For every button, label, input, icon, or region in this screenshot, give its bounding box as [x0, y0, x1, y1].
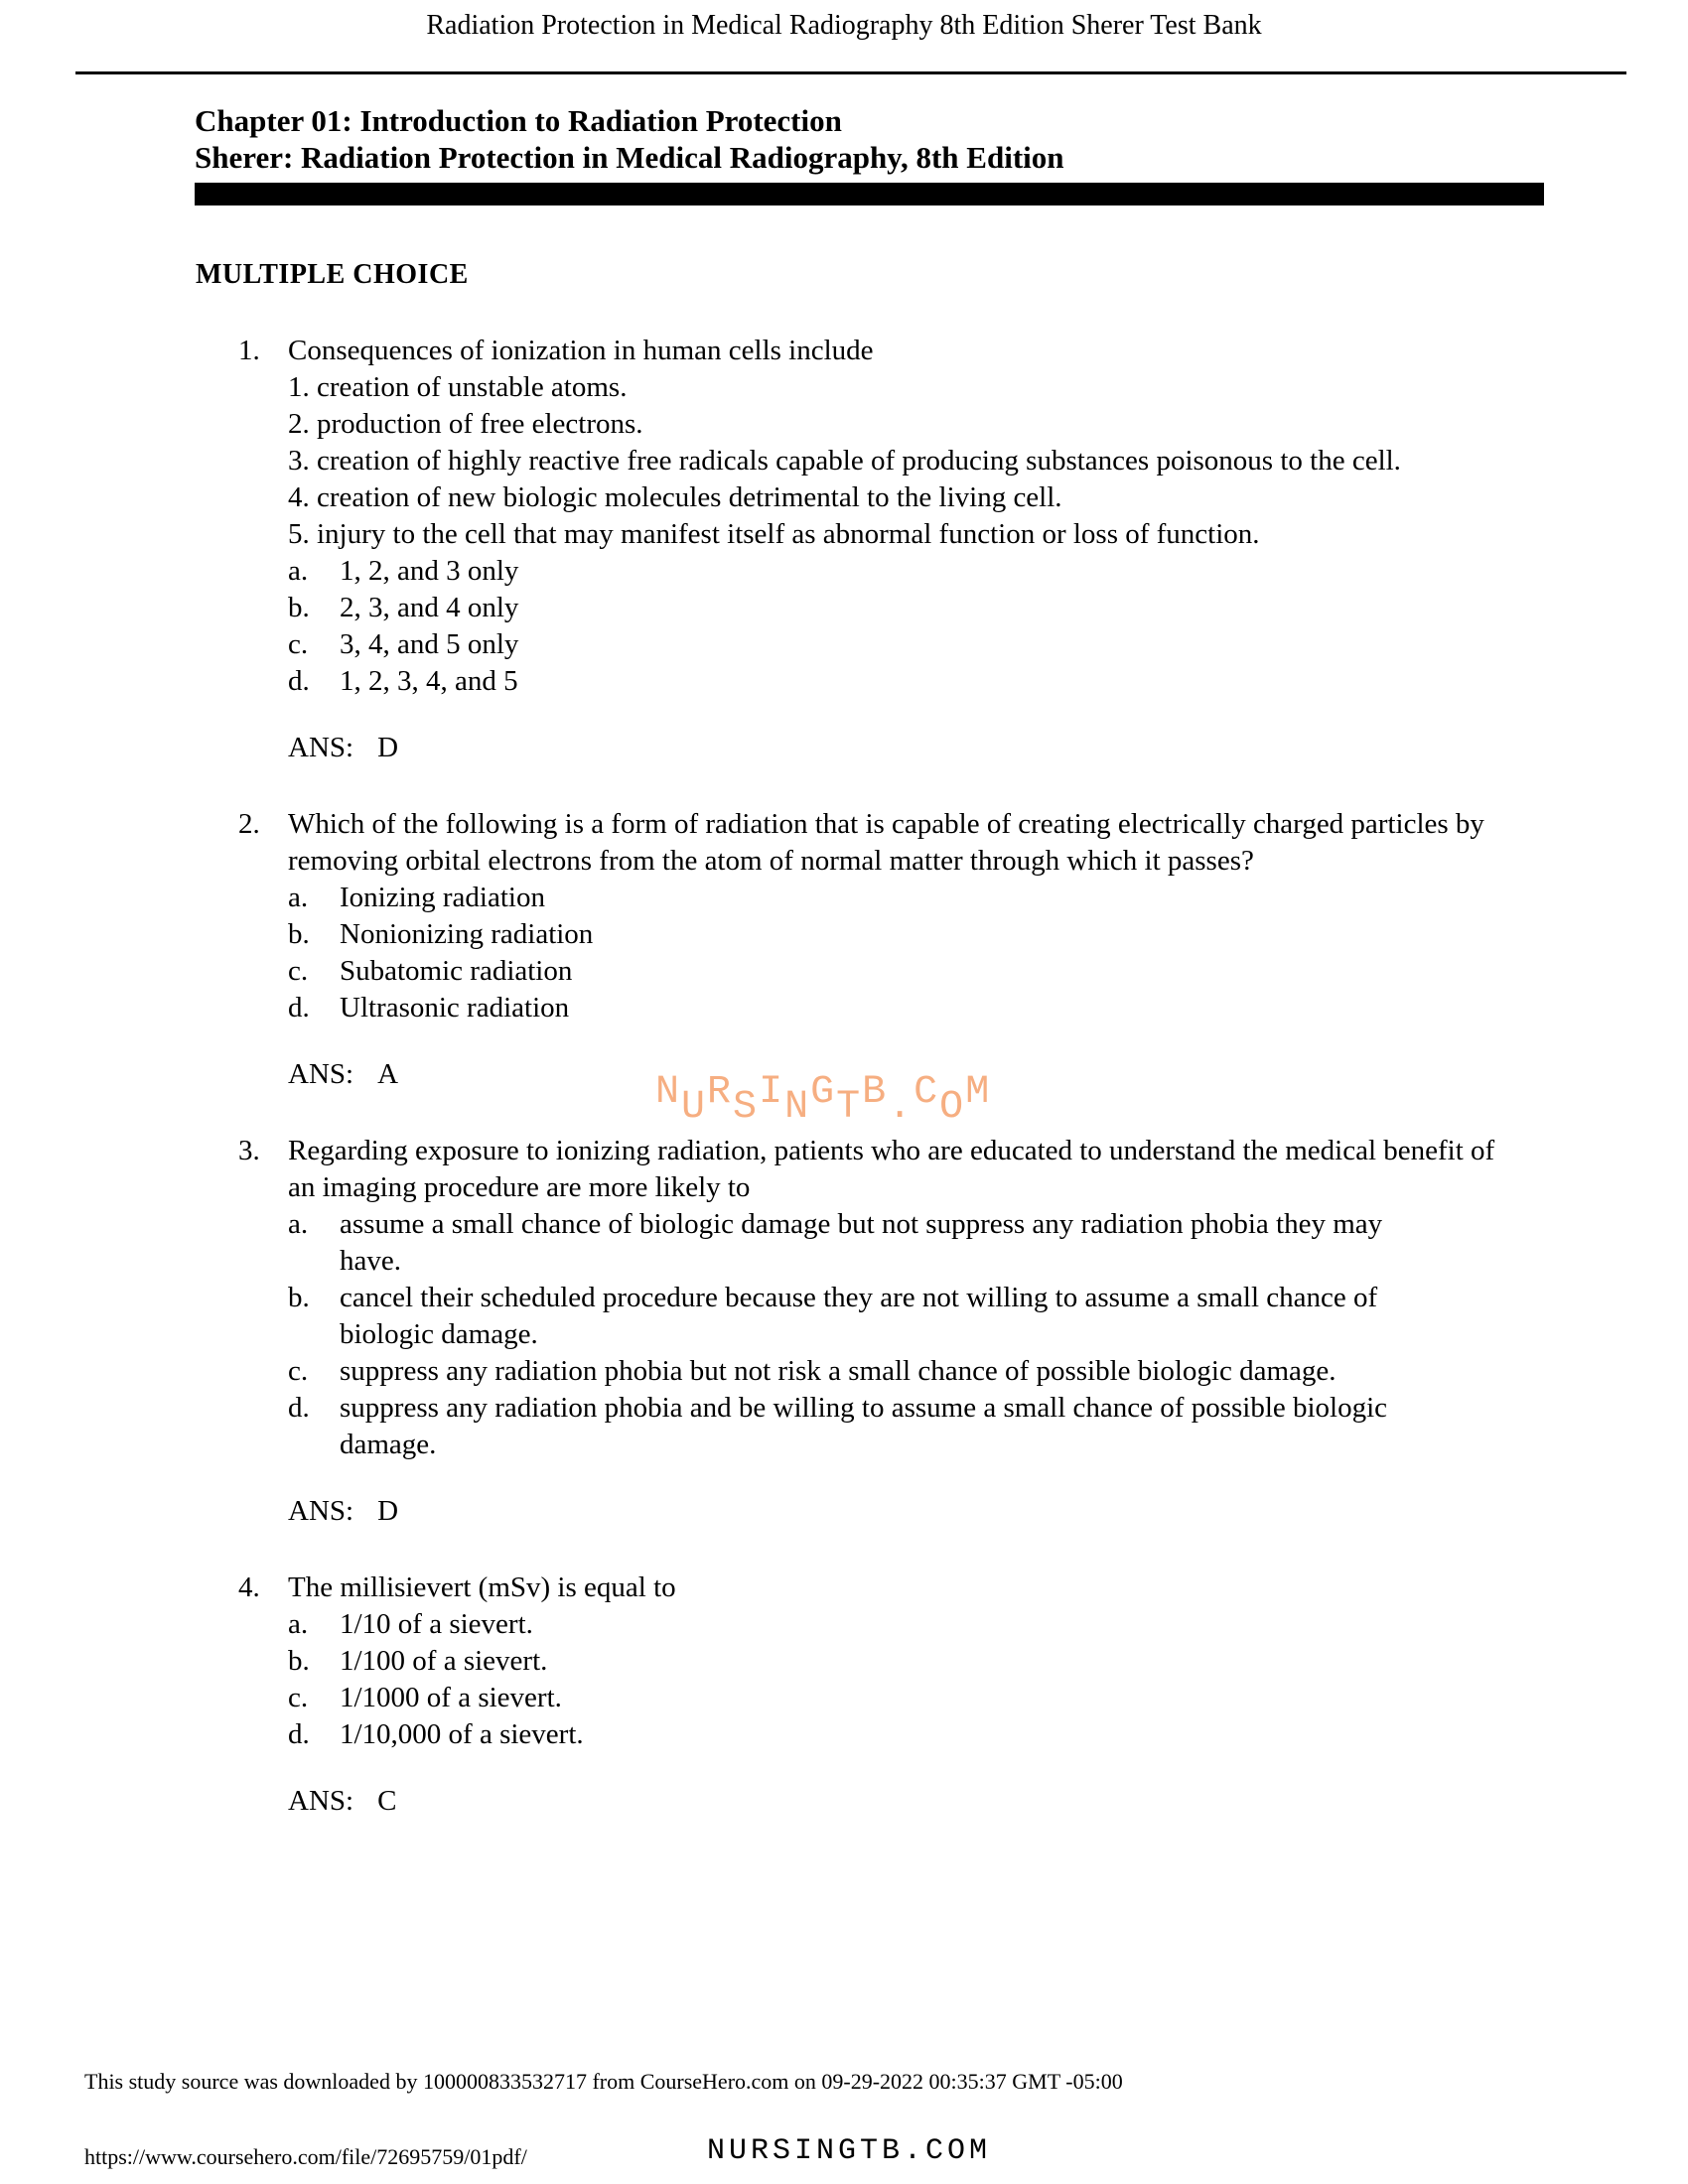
chapter-title-line2: Sherer: Radiation Protection in Medical Radiography, 8th Edition [195, 140, 1064, 175]
answer-options [288, 880, 1519, 1026]
question-number: 3. [238, 1135, 260, 1166]
option-row [288, 990, 1519, 1026]
option-letter: c. [288, 1682, 309, 1713]
option-text: Subatomic radiation [340, 955, 573, 987]
option-letter: d. [288, 665, 310, 697]
option-text: Nonionizing radiation [340, 918, 594, 950]
option-row [288, 953, 1519, 990]
answer-options [288, 1206, 1519, 1463]
option-letter: c. [288, 1355, 309, 1387]
option-text: 1/100 of a sievert. [340, 1645, 548, 1677]
option-text: 1/10 of a sievert. [340, 1608, 533, 1640]
option-letter: b. [288, 1645, 310, 1677]
option-letter: a. [288, 882, 309, 913]
question-stem: Which of the following is a form of radiation that is capable of creating electrically charged particles by removing orbital electrons from the atom of normal matter through which it passes? [288, 808, 1484, 877]
question-item [0, 1570, 1688, 1820]
question-number: 2. [238, 808, 260, 840]
document-header-title: Radiation Protection in Medical Radiography 8th Edition Sherer Test Bank [426, 10, 1262, 41]
option-row [288, 553, 1519, 590]
header-divider [75, 71, 1626, 74]
option-letter: c. [288, 955, 309, 987]
option-letter: b. [288, 592, 310, 623]
option-row [288, 1606, 1519, 1643]
question-stem: The millisievert (mSv) is equal to [288, 1571, 676, 1603]
watermark-letter: C [914, 1070, 940, 1115]
option-text: 2, 3, and 4 only [340, 592, 519, 623]
section-heading: MULTIPLE CHOICE [196, 259, 469, 290]
answer-options [288, 553, 1519, 700]
option-text: Ultrasonic radiation [340, 992, 570, 1024]
option-text: Ionizing radiation [340, 882, 545, 913]
answer-options [288, 1606, 1519, 1753]
option-text: 1/1000 of a sievert. [340, 1682, 562, 1713]
question-statements [288, 369, 1519, 553]
download-note: This study source was downloaded by 100000833532717 from CourseHero.com on 09-29-2022 00:35:37 GMT -05:00 [84, 2069, 1123, 2094]
watermark-letter: . [888, 1085, 914, 1130]
option-row [288, 1353, 1519, 1390]
question-body [288, 806, 1519, 1093]
option-text: 1, 2, and 3 only [340, 555, 519, 587]
answer-label: ANS: [288, 1058, 354, 1090]
option-letter: a. [288, 1608, 309, 1640]
statement-line: 4. creation of new biologic molecules detrimental to the living cell. [288, 481, 1062, 513]
answer-line [288, 1783, 1519, 1820]
option-text: suppress any radiation phobia but not risk a small chance of possible biologic damage. [340, 1355, 1336, 1387]
option-text: assume a small chance of biologic damage but not suppress any radiation phobia they may have. [340, 1208, 1383, 1277]
option-text: 3, 4, and 5 only [340, 628, 519, 660]
watermark-letter: U [681, 1085, 708, 1130]
option-letter: d. [288, 1718, 310, 1750]
statement-line: 2. production of free electrons. [288, 408, 643, 440]
question-item [0, 806, 1688, 1093]
question-body [288, 1570, 1519, 1820]
option-row [288, 1206, 1519, 1280]
question-number: 1. [238, 335, 260, 366]
option-text: cancel their scheduled procedure because they are not willing to assume a small chance of biologic damage. [340, 1282, 1378, 1350]
statement-line: 1. creation of unstable atoms. [288, 371, 628, 403]
watermark-letter: N [784, 1085, 811, 1130]
watermark-letter: G [810, 1070, 837, 1115]
chapter-title [195, 102, 1688, 176]
question-item [0, 1133, 1688, 1530]
statement-line: 3. creation of highly reactive free radicals capable of producing substances poisonous to the cell. [288, 445, 1401, 477]
watermark-letter: S [733, 1085, 760, 1130]
question-stem: Consequences of ionization in human cells include [288, 335, 874, 366]
question-item [0, 333, 1688, 766]
option-letter: d. [288, 992, 310, 1024]
option-text: suppress any radiation phobia and be willing to assume a small chance of possible biologic damage. [340, 1392, 1388, 1460]
footer-watermark: NURSINGTB.COM [707, 2134, 992, 2168]
question-number: 4. [238, 1571, 260, 1603]
statement-line: 5. injury to the cell that may manifest itself as abnormal function or loss of function. [288, 518, 1260, 550]
option-letter: a. [288, 1208, 309, 1240]
option-row [288, 916, 1519, 953]
option-row [288, 1680, 1519, 1716]
answer-label: ANS: [288, 1495, 354, 1527]
option-row [288, 626, 1519, 663]
answer-line [288, 730, 1519, 766]
option-row [288, 1280, 1519, 1353]
chapter-title-line1: Chapter 01: Introduction to Radiation Protection [195, 103, 842, 138]
answer-label: ANS: [288, 1785, 354, 1817]
watermark-letter: N [655, 1070, 682, 1115]
answer-label: ANS: [288, 732, 354, 763]
option-row [288, 1643, 1519, 1680]
watermark-letter: R [707, 1070, 734, 1115]
option-letter: b. [288, 1282, 310, 1313]
question-body [288, 333, 1519, 766]
title-underline-bar [195, 183, 1544, 205]
option-letter: c. [288, 628, 309, 660]
watermark-letter: O [939, 1085, 966, 1130]
answer-letter: D [377, 1495, 399, 1527]
option-row [288, 590, 1519, 626]
option-row [288, 663, 1519, 700]
question-stem: Regarding exposure to ionizing radiation, patients who are educated to understand the medical benefit of an imaging procedure are more likely to [288, 1135, 1495, 1203]
option-letter: b. [288, 918, 310, 950]
watermark-letter: T [836, 1085, 863, 1130]
source-url-link[interactable]: https://www.coursehero.com/file/72695759/01pdf/ [84, 2144, 527, 2169]
answer-line [288, 1493, 1519, 1530]
option-row [288, 1716, 1519, 1753]
option-row [288, 880, 1519, 916]
watermark-letter: M [965, 1070, 992, 1115]
answer-letter: C [377, 1785, 397, 1817]
option-letter: a. [288, 555, 309, 587]
question-body [288, 1133, 1519, 1530]
answer-letter: D [377, 732, 399, 763]
watermark-letter: I [759, 1070, 785, 1115]
option-text: 1/10,000 of a sievert. [340, 1718, 584, 1750]
inline-watermark [655, 1070, 992, 1130]
option-letter: d. [288, 1392, 310, 1424]
watermark-letter: B [862, 1070, 889, 1115]
option-row [288, 1390, 1519, 1463]
option-text: 1, 2, 3, 4, and 5 [340, 665, 518, 697]
answer-letter: A [377, 1058, 399, 1090]
